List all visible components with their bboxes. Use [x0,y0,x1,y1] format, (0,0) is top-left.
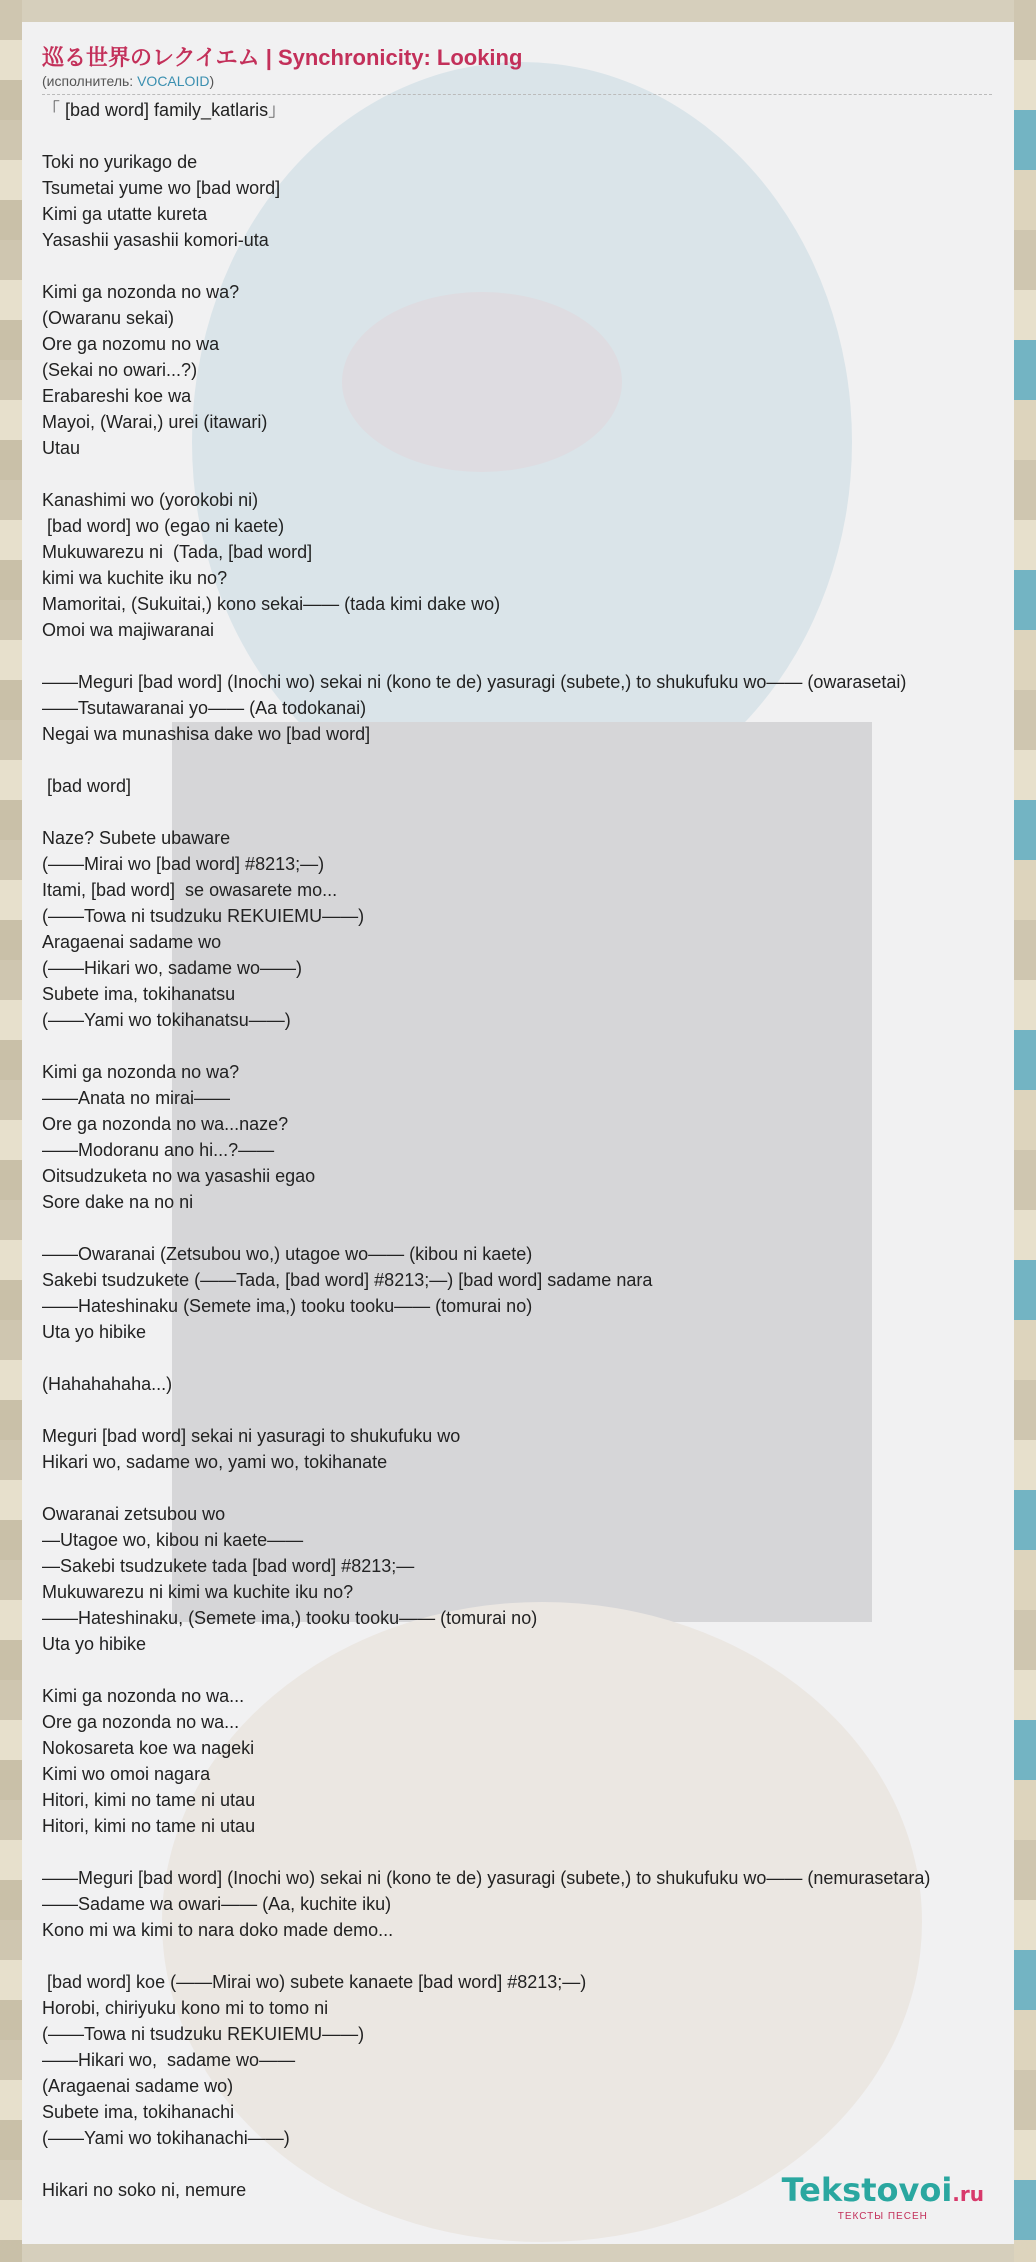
lyric-line: Ore ga nozonda no wa... [42,1712,240,1732]
lyric-line: (Owaranu sekai) [42,308,175,328]
lyric-line [42,747,1012,773]
lyric-line [42,1943,1012,1969]
lyric-line: ——Hikari wo, sadame wo—— [42,2050,296,2070]
lyric-line: ——Meguri [bad word] (Inochi wo) sekai ni (kono te de) yasuragi (subete,) to shukufuku wo—— (owarasetai) [42,672,907,692]
lyric-line: Ore ga nozomu no wa [42,334,220,354]
lyric-line: Kimi ga nozonda no wa? [42,1062,240,1082]
lyric-line: Kono mi wa kimi to nara doko made demo... [42,1920,394,1940]
performer-prefix: (исполнитель: [42,73,138,89]
lyric-line: Negai wa munashisa dake wo [bad word] [42,724,371,744]
lyric-line [42,123,1012,149]
lyrics-text [42,97,1012,2203]
lyric-line [42,461,1012,487]
lyric-line: Kimi ga nozonda no wa? [42,282,240,302]
lyric-line: Horobi, chiriyuku kono mi to tomo ni [42,1998,329,2018]
logo-tagline: ТЕКСТЫ ПЕСЕН [837,2211,928,2222]
lyric-line [42,1033,1012,1059]
lyrics-panel [22,22,1014,2244]
lyric-line: Subete ima, tokihanatsu [42,984,236,1004]
lyric-line [42,1215,1012,1241]
lyric-line: Naze? Subete ubaware [42,828,231,848]
page-title: 巡る世界のレクイエム | Synchronicity: Looking [42,45,523,70]
lyric-line: Subete ima, tokihanachi [42,2102,235,2122]
lyric-line: Meguri [bad word] sekai ni yasuragi to shukufuku wo [42,1426,461,1446]
lyric-line: Mayoi, (Warai,) urei (itawari) [42,412,268,432]
lyric-line [42,799,1012,825]
lyric-line: ——Tsutawaranai yo—— (Aa todokanai) [42,698,367,718]
lyric-line: Hikari no soko ni, nemure [42,2180,247,2200]
performer-suffix: ) [209,73,215,89]
lyric-line: (Hahahahaha...) [42,1374,173,1394]
lyric-line: (——Yami wo tokihanatsu——) [42,1010,291,1030]
lyric-line: Sakebi tsudzukete (——Tada, [bad word] #8213;—) [bad word] sadame nara [42,1270,653,1290]
lyric-line: Aragaenai sadame wo [42,932,222,952]
lyric-line [42,253,1012,279]
lyric-line: —Sakebi tsudzukete tada [bad word] #8213;— [42,1556,415,1576]
lyric-line: Kanashimi wo (yorokobi ni) [42,490,259,510]
lyric-line: ——Modoranu ano hi...?—— [42,1140,275,1160]
lyric-line: (Aragaenai sadame wo) [42,2076,234,2096]
site-logo[interactable] [782,2173,984,2222]
lyric-line: Kimi ga nozonda no wa... [42,1686,245,1706]
lyric-line [42,1839,1012,1865]
lyric-line [42,643,1012,669]
lyric-line: (——Towa ni tsudzuku REKUIEMU——) [42,906,365,926]
lyric-line: [bad word] koe (——Mirai wo) subete kanaete [bad word] #8213;—) [42,1972,587,1992]
lyric-line: Erabareshi koe wa [42,386,192,406]
lyric-line: Nokosareta koe wa nageki [42,1738,255,1758]
left-border-stripe [0,0,22,2262]
lyric-line: Utau [42,438,81,458]
lyric-line: —Utagoe wo, kibou ni kaete—— [42,1530,304,1550]
lyric-line: Sore dake na no ni [42,1192,194,1212]
lyric-line [42,1657,1012,1683]
lyric-line: Owaranai zetsubou wo [42,1504,226,1524]
lyric-line: Ore ga nozonda no wa...naze? [42,1114,289,1134]
lyric-line: Tsumetai yume wo [bad word] [42,178,281,198]
performer-link[interactable]: VOCALOID [137,73,210,89]
lyric-line: Oitsudzuketa no wa yasashii egao [42,1166,316,1186]
lyric-line [42,1475,1012,1501]
lyric-line: [bad word] wo (egao ni kaete) [42,516,285,536]
logo-tld: .ru [952,2182,984,2206]
lyric-line: Toki no yurikago de [42,152,198,172]
lyric-line: Hikari wo, sadame wo, yami wo, tokihanate [42,1452,388,1472]
performer-line [42,72,992,95]
lyric-line: (Sekai no owari...?) [42,360,198,380]
lyric-line: ——Meguri [bad word] (Inochi wo) sekai ni (kono te de) yasuragi (subete,) to shukufuku wo—— (nemurasetara) [42,1868,931,1888]
lyric-line: Mukuwarezu ni kimi wa kuchite iku no? [42,1582,354,1602]
lyric-line: (——Towa ni tsudzuku REKUIEMU——) [42,2024,365,2044]
lyric-line: (——Yami wo tokihanachi——) [42,2128,290,2148]
lyric-line: [bad word] [42,776,132,796]
lyric-line: ——Hateshinaku, (Semete ima,) tooku tooku—— (tomurai no) [42,1608,538,1628]
lyric-line: Mamoritai, (Sukuitai,) kono sekai—— (tada kimi dake wo) [42,594,501,614]
lyric-line: Kimi wo omoi nagara [42,1764,211,1784]
lyric-line: kimi wa kuchite iku no? [42,568,228,588]
lyric-line: Hitori, kimi no tame ni utau [42,1790,256,1810]
lyric-line: Hitori, kimi no tame ni utau [42,1816,256,1836]
lyric-line: Uta yo hibike [42,1634,147,1654]
lyric-line: Mukuwarezu ni (Tada, [bad word] [42,542,313,562]
lyric-line [42,1397,1012,1423]
lyric-line: ——Sadame wa owari—— (Aa, kuchite iku) [42,1894,392,1914]
lyric-line: (——Hikari wo, sadame wo——) [42,958,303,978]
logo-main-text: Tekstovoi [781,2171,953,2209]
lyric-line: ——Anata no mirai—— [42,1088,231,1108]
lyric-line: Omoi wa majiwaranai [42,620,215,640]
lyric-line: 「 [bad word] family_katlaris」 [42,100,287,120]
lyric-line: ——Owaranai (Zetsubou wo,) utagoe wo—— (kibou ni kaete) [42,1244,533,1264]
lyric-line: (——Mirai wo [bad word] #8213;—) [42,854,325,874]
lyric-line: Itami, [bad word] se owasarete mo... [42,880,338,900]
lyric-line: Yasashii yasashii komori-uta [42,230,269,250]
lyric-line [42,1345,1012,1371]
lyric-line: Uta yo hibike [42,1322,147,1342]
content [42,42,1012,2203]
right-border-stripe [1014,0,1036,2262]
lyric-line: ——Hateshinaku (Semete ima,) tooku tooku—— (tomurai no) [42,1296,533,1316]
lyric-line: Kimi ga utatte kureta [42,204,208,224]
